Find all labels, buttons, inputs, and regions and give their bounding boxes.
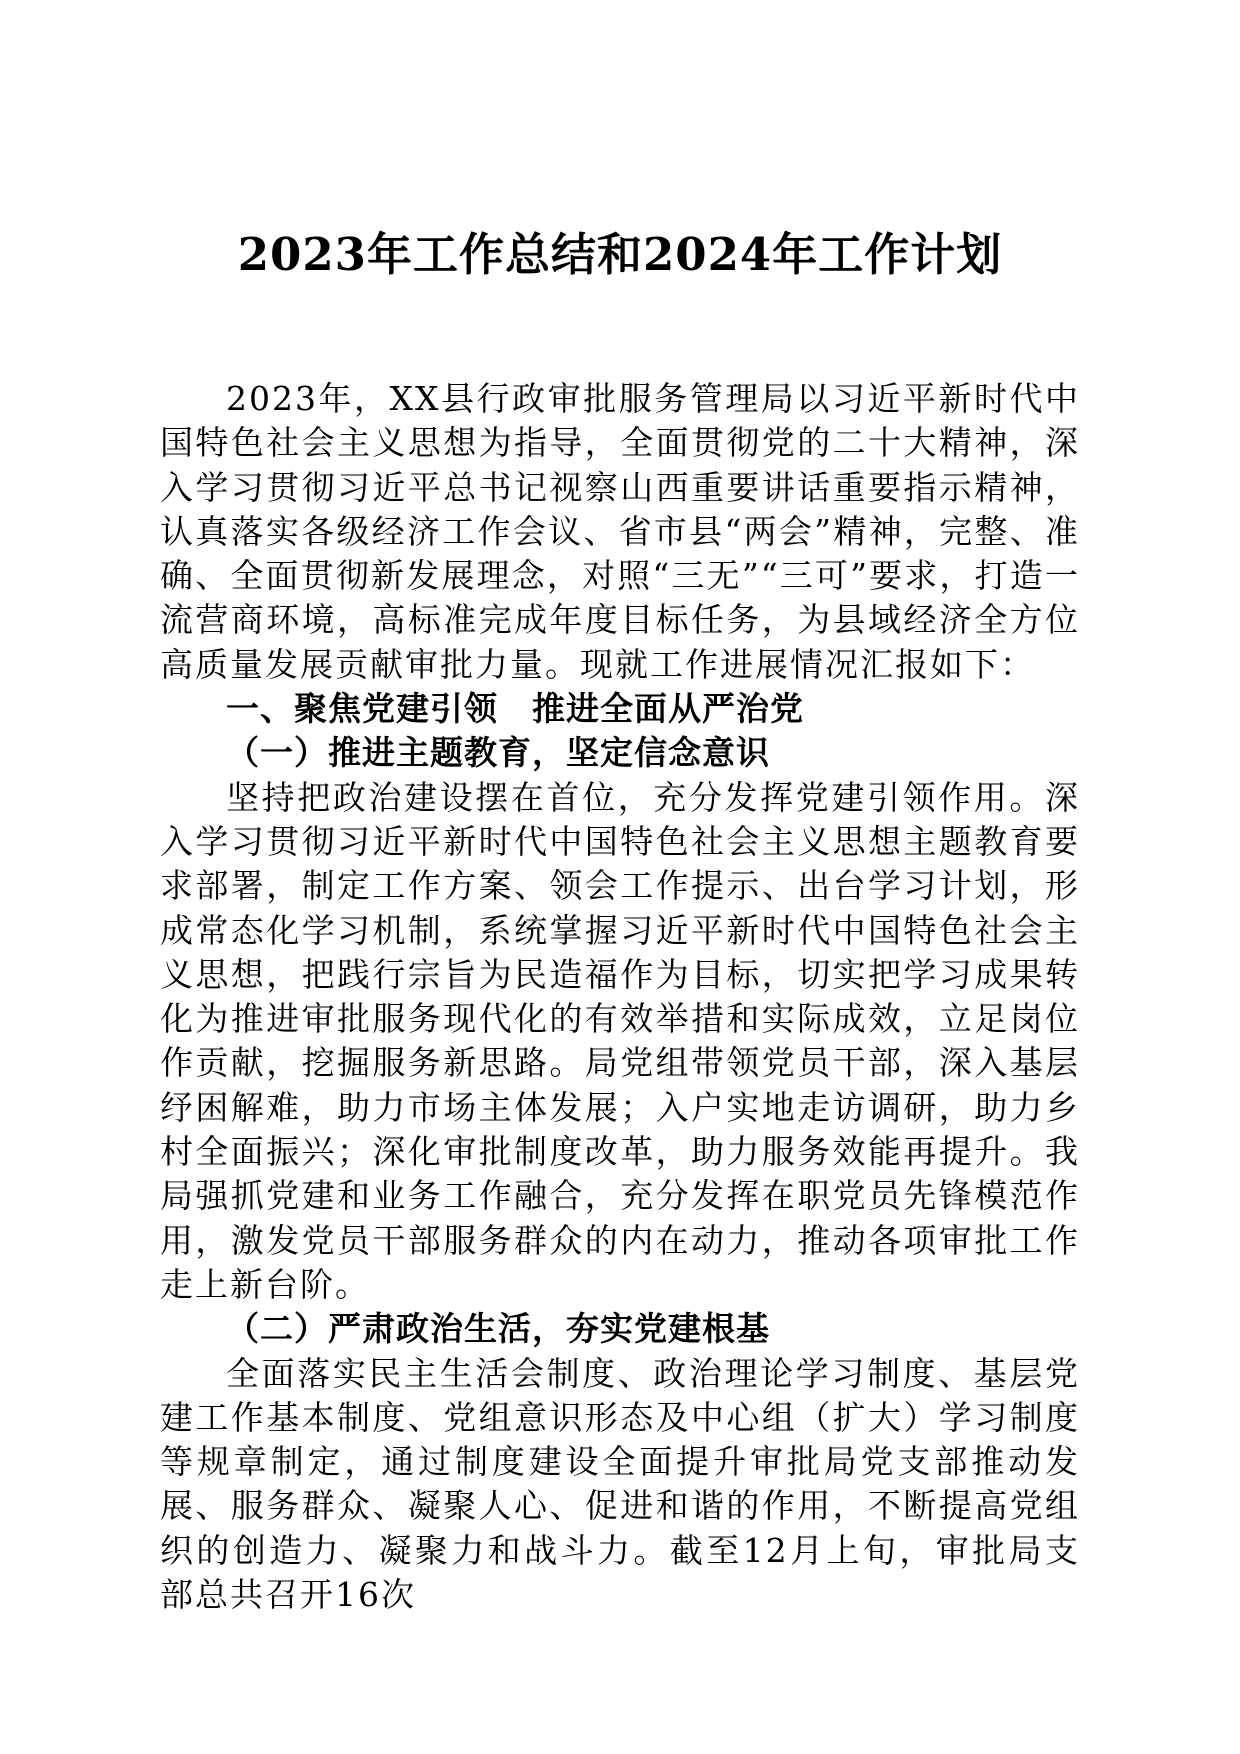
section-1-heading: 一、聚焦党建引领 推进全面从严治党 bbox=[226, 689, 804, 729]
document-body bbox=[160, 377, 1080, 1617]
subsection-2-heading: （二）严肃政治生活，夯实党建根基 bbox=[226, 1309, 770, 1349]
subsection-1-heading: （一）推进主题教育，坚定信念意识 bbox=[226, 733, 770, 773]
subsection-1-paragraph: 坚持把政治建设摆在首位，充分发挥党建引领作用。深入学习贯彻习近平新时代中国特色社会主义思想主题教育要求部署，制定工作方案、领会工作提示、出台学习计划，形成常态化学习机制，系统掌握习近平新时代中国特色社会主义思想，把践行宗旨为民造福作为目标，切实把学习成果转化为推进审批服务现代化的有效举措和实际成效，立足岗位作贡献，挖掘服务新思路。局党组带领党员干部，深入基层纾困解难，助力市场主体发展；入户实地走访调研，助力乡村全面振兴；深化审批制度改革，助力服务效能再提升。我局强抓党建和业务工作融合，充分发挥在职党员先锋模范作用，激发党员干部服务群众的内在动力，推动各项审批工作走上新台阶。 bbox=[160, 777, 1080, 1304]
intro-paragraph: 2023年，XX县行政审批服务管理局以习近平新时代中国特色社会主义思想为指导，全面贯彻党的二十大精神，深入学习贯彻习近平总书记视察山西重要讲话重要指示精神，认真落实各级经济工作会议、省市县“两会”精神，完整、准确、全面贯彻新发展理念，对照“三无”“三可”要求，打造一流营商环境，高标准完成年度目标任务，为县域经济全方位高质量发展贡献审批力量。现就工作进展情况汇报如下： bbox=[160, 379, 1080, 684]
document-title: 2023年工作总结和2024年工作计划 bbox=[237, 228, 1003, 281]
subsection-2-paragraph: 全面落实民主生活会制度、政治理论学习制度、基层党建工作基本制度、党组意识形态及中心组（扩大）学习制度等规章制定，通过制度建设全面提升审批局党支部推动发展、服务群众、凝聚人心、促进和谐的作用，不断提高党组织的创造力、凝聚力和战斗力。截至12月上旬，审批局支部总共召开16次 bbox=[160, 1353, 1080, 1615]
